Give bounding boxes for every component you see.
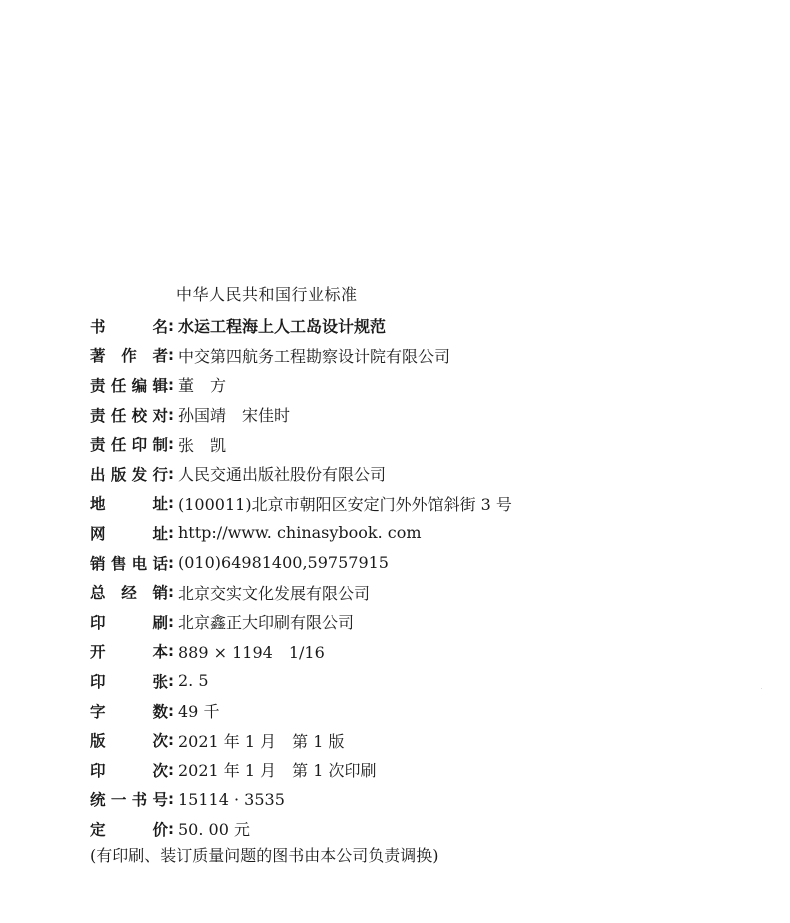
imprint-row-price	[90, 814, 770, 844]
imprint-label: 地 址	[90, 495, 168, 514]
imprint-label: 印 刷	[90, 613, 168, 632]
imprint-value: 水运工程海上人工岛设计规范	[178, 317, 387, 337]
imprint-label: 版 次	[90, 732, 168, 751]
imprint-row-address	[90, 489, 770, 519]
imprint-row-edition	[90, 725, 770, 755]
imprint-value: 2021 年 1 月 第 1 版	[178, 731, 345, 751]
imprint-row-word-count	[90, 696, 770, 726]
imprint-row-distributor	[90, 577, 770, 607]
imprint-row-sales-phone	[90, 548, 770, 578]
imprint-label: 字 数	[90, 702, 168, 721]
label-colon: :	[168, 612, 174, 631]
label-colon: :	[168, 790, 174, 809]
quality-note: (有印刷、装订质量问题的图书由本公司负责调换)	[90, 846, 439, 865]
label-colon: :	[168, 464, 174, 483]
label-colon: :	[168, 346, 174, 365]
label-colon: :	[168, 375, 174, 394]
imprint-label: 印 次	[90, 761, 168, 780]
imprint-value: 2021 年 1 月 第 1 次印刷	[178, 761, 377, 781]
label-colon: :	[168, 435, 174, 454]
imprint-row-print-supervisor	[90, 429, 770, 459]
imprint-label: 总 经 销	[90, 584, 168, 603]
imprint-value: 2. 5	[178, 671, 209, 691]
imprint-value: 50. 00 元	[178, 820, 250, 840]
label-colon: :	[168, 583, 174, 602]
label-colon: :	[168, 316, 174, 335]
imprint-value: 北京交实文化发展有限公司	[178, 583, 371, 603]
imprint-row-sheets	[90, 666, 770, 696]
imprint-label: 统 一 书 号	[90, 791, 168, 810]
label-colon: :	[168, 760, 174, 779]
imprint-row-printer	[90, 607, 770, 637]
imprint-value: 人民交通出版社股份有限公司	[178, 465, 387, 485]
imprint-row-website	[90, 518, 770, 548]
label-colon: :	[168, 494, 174, 513]
imprint-label: 出 版 发 行	[90, 465, 168, 484]
imprint-label: 责 任 校 对	[90, 406, 168, 425]
imprint-value: 董 方	[178, 376, 227, 396]
imprint-label: 责 任 印 制	[90, 436, 168, 455]
imprint-label: 开 本	[90, 643, 168, 662]
imprint-row-book-number	[90, 785, 770, 815]
imprint-label: 网 址	[90, 524, 168, 543]
imprint-value: 北京鑫正大印刷有限公司	[178, 613, 355, 633]
imprint-row-format	[90, 637, 770, 667]
imprint-row-title	[90, 311, 770, 341]
imprint-label: 责 任 编 辑	[90, 376, 168, 395]
imprint-row-publisher	[90, 459, 770, 489]
imprint-row-editor	[90, 370, 770, 400]
label-colon: :	[168, 553, 174, 572]
imprint-value: 中交第四航务工程勘察设计院有限公司	[178, 346, 451, 366]
imprint-value: http://www. chinasybook. com	[178, 523, 422, 543]
label-colon: :	[168, 642, 174, 661]
imprint-row-author	[90, 341, 770, 371]
label-colon: :	[168, 405, 174, 424]
imprint-label: 书 名	[90, 317, 168, 336]
imprint-label: 著 作 者	[90, 347, 168, 366]
label-colon: :	[168, 523, 174, 542]
label-colon: :	[168, 671, 174, 690]
imprint-value: (010)64981400,59757915	[178, 553, 389, 573]
label-colon: :	[168, 819, 174, 838]
imprint-label: 印 张	[90, 672, 168, 691]
imprint-row-proofreader	[90, 400, 770, 430]
scan-speck	[761, 688, 762, 689]
imprint-value: 孙国靖 宋佳时	[178, 406, 291, 426]
imprint-label: 销 售 电 话	[90, 554, 168, 573]
imprint-list	[90, 311, 770, 844]
imprint-value: (100011)北京市朝阳区安定门外外馆斜街 3 号	[178, 494, 512, 514]
imprint-value: 49 千	[178, 702, 220, 722]
label-colon: :	[168, 701, 174, 720]
imprint-value: 张 凯	[178, 435, 227, 455]
imprint-row-impression	[90, 755, 770, 785]
imprint-label: 定 价	[90, 820, 168, 839]
imprint-value: 889 × 1194 1/16	[178, 642, 325, 662]
imprint-value: 15114 · 3535	[178, 789, 285, 809]
series-title: 中华人民共和国行业标准	[176, 285, 358, 304]
label-colon: :	[168, 731, 174, 750]
